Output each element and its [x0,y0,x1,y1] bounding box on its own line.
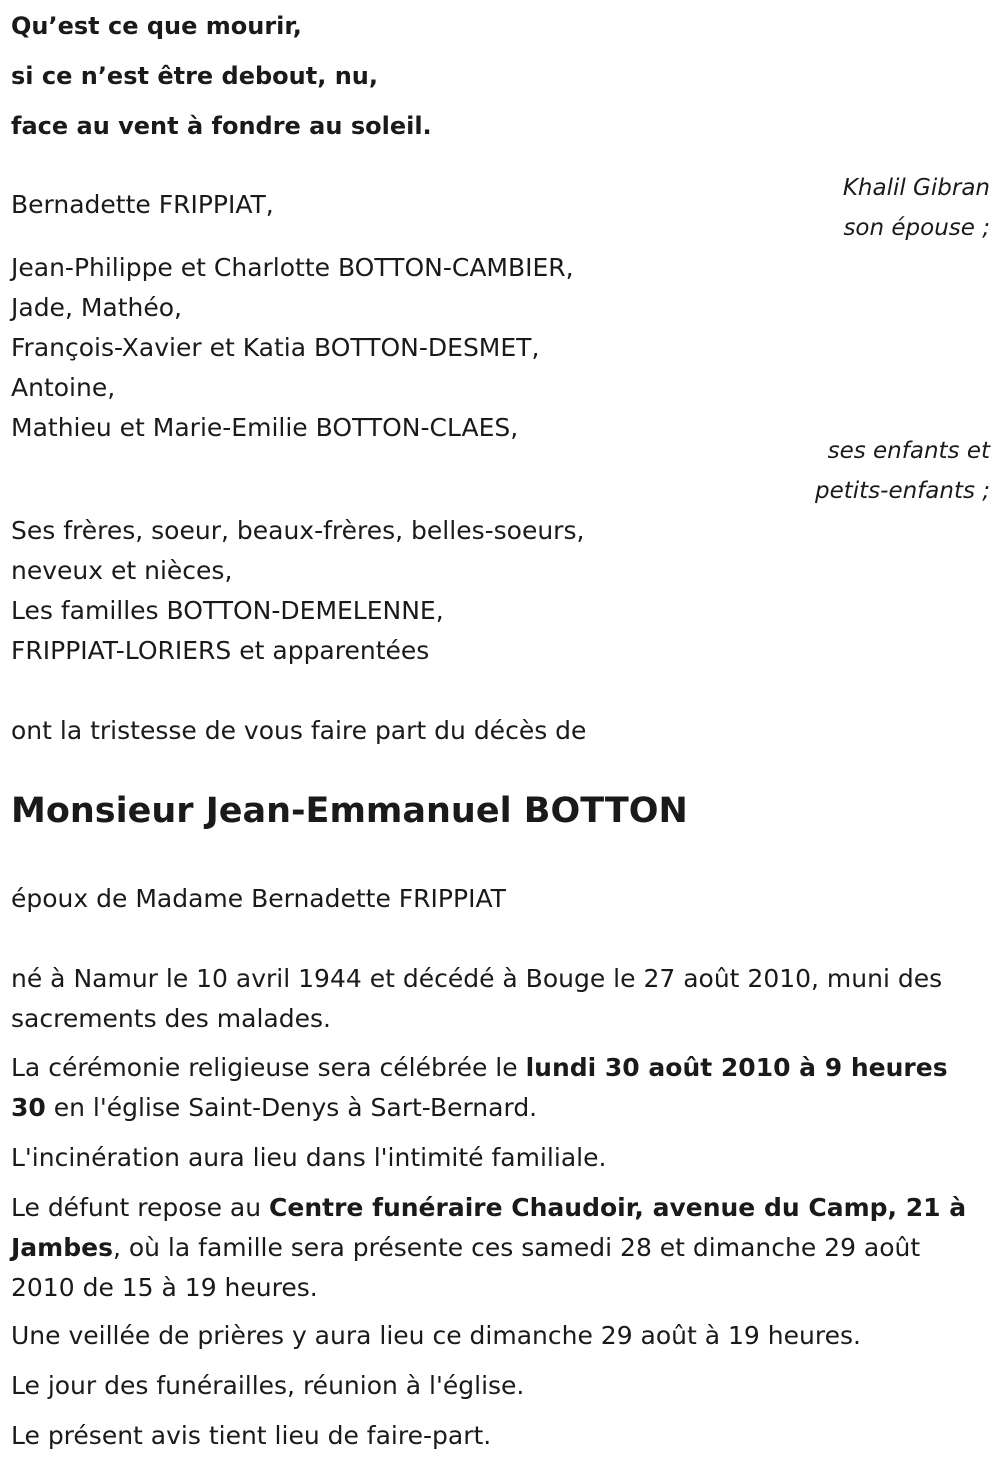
vigil-paragraph: Une veillée de prières y aura lieu ce dimanche 29 août à 19 heures. [11,1321,861,1350]
ceremony-prefix: La cérémonie religieuse sera célébrée le [11,1053,526,1082]
notice-paragraph: Le présent avis tient lieu de faire-part. [11,1421,492,1450]
birth-death-paragraph: né à Namur le 10 avril 1944 et décédé à Bouge le 27 août 2010, muni des sacrements des malades. [11,964,943,1033]
relatives-line-4: FRIPPIAT-LORIERS et apparentées [11,636,430,665]
children-role-2: petits-enfants ; [814,478,990,504]
spouse-role: son épouse ; [843,215,990,241]
ceremony-suffix: en l'église Saint-Denys à Sart-Bernard. [45,1093,538,1122]
child-line-3: François-Xavier et Katia BOTTON-DESMET, [11,333,540,362]
quote-line-2: si ce n’est être debout, nu, [11,62,378,90]
child-line-2: Jade, Mathéo, [11,293,182,322]
repose-location: Centre funéraire Chaudoir, avenue du Camp, 21 à Jambes [11,1193,967,1262]
repose-suffix: , où la famille sera présente ces samedi 28 et dimanche 29 août 2010 de 15 à 19 heures. [11,1233,921,1302]
quote-author: Khalil Gibran [842,175,990,201]
relatives-line-2: neveux et nièces, [11,556,233,585]
child-line-5: Mathieu et Marie-Emilie BOTTON-CLAES, [11,413,519,442]
meeting-paragraph: Le jour des funérailles, réunion à l'église. [11,1371,525,1400]
child-line-4: Antoine, [11,373,116,402]
child-line-1: Jean-Philippe et Charlotte BOTTON-CAMBIER, [11,253,574,282]
repose-paragraph [11,1188,971,1308]
spouse-line: époux de Madame Bernadette FRIPPIAT [11,884,506,913]
relatives-line-3: Les familles BOTTON-DEMELENNE, [11,596,444,625]
quote-line-1: Qu’est ce que mourir, [11,12,302,40]
family-spouse: Bernadette FRIPPIAT, [11,190,274,219]
incineration-paragraph: L'incinération aura lieu dans l'intimité familiale. [11,1143,607,1172]
repose-prefix: Le défunt repose au [11,1193,270,1222]
ceremony-date: lundi 30 août 2010 à 9 heures 30 [11,1053,948,1122]
announcement: ont la tristesse de vous faire part du décès de [11,716,587,745]
quote-line-3: face au vent à fondre au soleil. [11,112,432,140]
relatives-line-1: Ses frères, soeur, beaux-frères, belles-soeurs, [11,516,585,545]
deceased-name: Monsieur Jean-Emmanuel BOTTON [11,791,688,831]
children-role-1: ses enfants et [827,438,990,464]
ceremony-paragraph [11,1048,971,1128]
